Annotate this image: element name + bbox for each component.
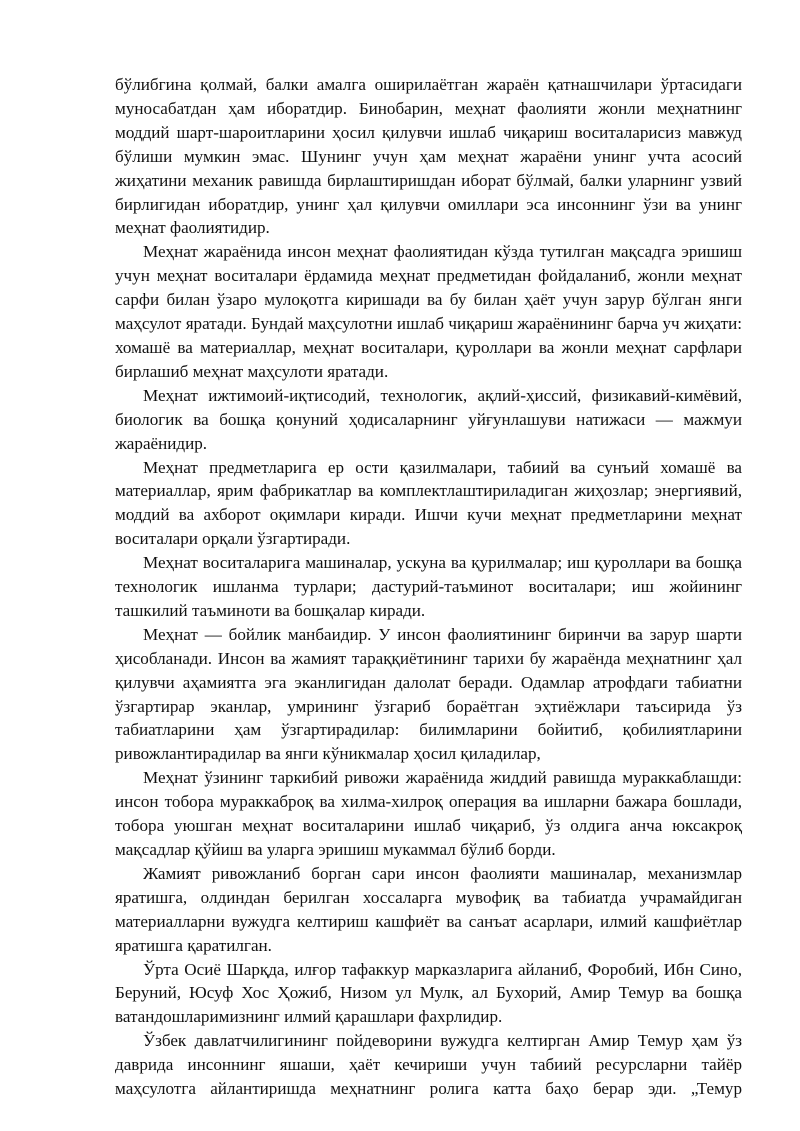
document-page — [115, 73, 742, 1101]
paragraph-6: Меҳнат — бойлик манбаидир. У инсон фаолиятининг биринчи ва зарур шарти ҳисобланади. Инсон ва жамият тараққиётининг тарихи бу жараёнда меҳнатнинг ҳал қилувчи аҳамиятга эга эканлигидан далолат беради. Одамлар атрофдаги табиатни ўзгартирар эканлар, умрининг ўзгариб бораётган эҳтиёжлари таъсирида ўз табиатларини ҳам ўзгартирадилар: билимларини бойитиб, қобилиятларини ривожлантирадилар ва янги кўникмалар ҳосил қиладилар, — [115, 624, 742, 764]
paragraph-8: Жамият ривожланиб борган сари инсон фаолияти машиналар, механизмлар яратишга, олдиндан берилган хоссаларга мувофиқ ва табиатда учрамайдиган материалларни вужудга келтириш кашфиёт ва санъат асарлари, илмий кашфиётлар яратишга қаратилган. — [115, 863, 742, 955]
paragraph-10: Ўзбек давлатчилигининг пойдеворини вужудга келтирган Амир Темур ҳам ўз даврида инсоннинг яшаши, ҳаёт кечириши учун табиий ресурсларни тайёр маҳсулотга айлантиришда меҳнатнинг ролига катта баҳо берар эди. „Темур — [115, 1031, 742, 1099]
paragraph-7: Меҳнат ўзининг таркибий ривожи жараёнида жиддий равишда мураккаблашди: инсон тобора мураккаброқ ва хилма-хилроқ операция ва ишларни бажара бошлади, тобора уюшган меҳнат воситаларини ишлаб чиқариб, ўз олдига анча юксакроқ мақсадлар қўйиш ва уларга эришиш мукаммал бўлиб борди. — [115, 768, 742, 859]
paragraph-5: Меҳнат воситаларига машиналар, ускуна ва қурилмалар; иш қуроллари ва бошқа технологик ишланма турлари; дастурий-таъминот воситалари; иш жойининг ташкилий таъминоти ва бошқалар киради. — [115, 553, 742, 620]
paragraph-9: Ўрта Осиё Шарқда, илғор тафаккур марказларига айланиб, Форобий, Ибн Сино, Беруний, Юсуф Хос Ҳожиб, Низом ул Мулк, ал Бухорий, Амир Темур ва бошқа ватандошларимизнинг илмий қарашлари фахрлидир. — [115, 959, 742, 1027]
paragraph-1: бўлибгина қолмай, балки амалга оширилаётган жараён қатнашчилари ўртасидаги муносабатдан ҳам иборатдир. Бинобарин, меҳнат фаолияти жонли меҳнатнинг моддий шарт-шароитларини ҳосил қилувчи ишлаб чиқариш воситаларисиз мавжуд бўлиши мумкин эмас. Шунинг учун ҳам меҳнат жараёни унинг учта асосий жиҳатини механик равишда бирлаштиришдан иборат бўлмай, балки уларнинг узвий бирлигидан иборатдир, унинг ҳал қилувчи омиллари эса инсоннинг ўзи ва унинг меҳнат фаолиятидир. — [115, 75, 742, 238]
paragraph-3: Меҳнат ижтимоий-иқтисодий, технологик, ақлий-ҳиссий, физикавий-кимёвий, биологик ва бошқа қонуний ҳодисаларнинг уйғунлашуви натижаси — мажмуи жараёнидир. — [115, 385, 742, 453]
paragraph-2: Меҳнат жараёнида инсон меҳнат фаолиятидан кўзда тутилган мақсадга эришиш учун меҳнат воситалари ёрдамида меҳнат предметидан фойдаланиб, жонли меҳнат сарфи билан ўзаро мулоқотга киришади ва бу билан ҳаёт учун зарур бўлган янги маҳсулот яратади. Бундай маҳсулотни ишлаб чиқариш жараёнининг барча уч жиҳати: хомашё ва материаллар, меҳнат воситалари, қуроллари ва жонли меҳнат сарфлари бирлашиб меҳнат маҳсулоти яратади. — [115, 242, 742, 381]
paragraph-4: Меҳнат предметларига ер ости қазилмалари, табиий ва сунъий хомашё ва материаллар, ярим фабрикатлар ва комплектлаштириладиган жиҳозлар; энергиявий, моддий ва ахборот оқимлари киради. Ишчи кучи меҳнат предметларини меҳнат воситалари орқали ўзгартиради. — [115, 457, 742, 549]
